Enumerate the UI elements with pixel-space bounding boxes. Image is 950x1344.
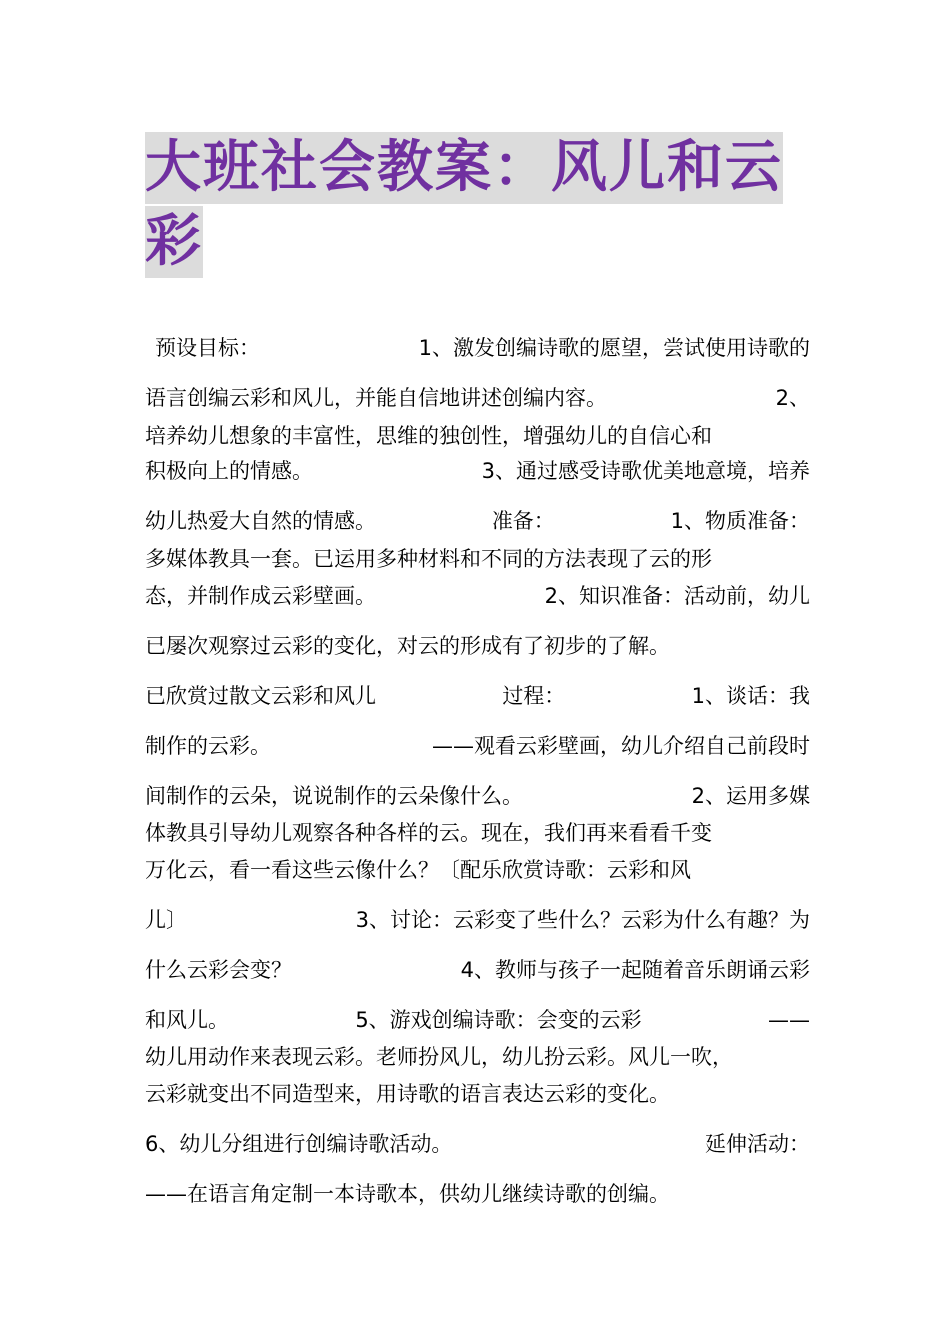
- text-segment: 和风儿。: [145, 1008, 229, 1032]
- page-title-line-1: 大班社会教案：风儿和云: [145, 132, 783, 204]
- text-segment: 预设目标：: [155, 336, 260, 360]
- text-line: [145, 383, 810, 413]
- text-segment: 1、激发创编诗歌的愿望，尝试使用诗歌的: [418, 336, 810, 360]
- text-segment: 培养幼儿想象的丰富性，思维的独创性，增强幼儿的自信心和: [145, 424, 712, 448]
- text-segment: 多媒体教具一套。已运用多种材料和不同的方法表现了云的形: [145, 547, 712, 571]
- text-segment: 2、知识准备：活动前，幼儿: [544, 584, 810, 608]
- text-segment: 什么云彩会变？: [145, 958, 292, 982]
- text-segment: 儿〕: [145, 908, 187, 932]
- text-line: [145, 1079, 810, 1109]
- text-segment: 1、物质准备：: [670, 509, 810, 533]
- text-segment: 已屡次观察过云彩的变化，对云的形成有了初步的了解。: [145, 634, 670, 658]
- text-segment: 6、幼儿分组进行创编诗歌活动。: [145, 1132, 453, 1156]
- text-segment: 2、运用多媒: [691, 784, 810, 808]
- text-segment: 3、通过感受诗歌优美地意境，培养: [481, 459, 810, 483]
- text-segment: 1、谈话：我: [691, 684, 810, 708]
- text-line: [155, 333, 810, 363]
- text-line: [145, 544, 810, 574]
- text-line: [145, 506, 810, 536]
- text-segment: 积极向上的情感。: [145, 459, 313, 483]
- text-segment: 语言创编云彩和风儿，并能自信地讲述创编内容。: [145, 386, 607, 410]
- text-line: [145, 855, 810, 885]
- text-segment: 3、讨论：云彩变了些什么？云彩为什么有趣？为: [355, 908, 810, 932]
- text-line: [145, 818, 810, 848]
- text-segment: 幼儿热爱大自然的情感。: [145, 509, 376, 533]
- text-segment: 4、教师与孩子一起随着音乐朗诵云彩: [460, 958, 810, 982]
- text-segment: 制作的云彩。: [145, 734, 271, 758]
- text-segment: 云彩就变出不同造型来，用诗歌的语言表达云彩的变化。: [145, 1082, 670, 1106]
- text-line: [145, 955, 810, 985]
- text-segment: 万化云，看一看这些云像什么？〔配乐欣赏诗歌：云彩和风: [145, 858, 691, 882]
- text-segment: 准备：: [491, 509, 555, 533]
- text-segment: 体教具引导幼儿观察各种各样的云。现在，我们再来看看千变: [145, 821, 712, 845]
- text-segment: 态，并制作成云彩壁画。: [145, 584, 376, 608]
- text-line: [145, 1179, 810, 1209]
- text-line: [145, 905, 810, 935]
- text-line: [145, 1042, 810, 1072]
- text-line: [145, 781, 810, 811]
- text-line: [145, 731, 810, 761]
- text-segment: 已欣赏过散文云彩和风儿: [145, 684, 376, 708]
- text-segment: 幼儿用动作来表现云彩。老师扮风儿，幼儿扮云彩。风儿一吹，: [145, 1045, 733, 1069]
- text-segment: ——: [768, 1008, 810, 1032]
- text-line: [145, 681, 810, 711]
- text-segment: ——在语言角定制一本诗歌本，供幼儿继续诗歌的创编。: [145, 1182, 670, 1206]
- text-line: [145, 421, 810, 451]
- page-title-line-2: 彩: [145, 206, 203, 278]
- text-segment: 2、: [775, 386, 810, 410]
- text-line: [145, 1005, 810, 1035]
- text-segment: 延伸活动：: [705, 1132, 810, 1156]
- text-line: [145, 581, 810, 611]
- text-line: [145, 631, 810, 661]
- text-segment: 间制作的云朵，说说制作的云朵像什么。: [145, 784, 523, 808]
- text-line: [145, 1129, 810, 1159]
- text-segment: 5、游戏创编诗歌：会变的云彩: [355, 1008, 642, 1032]
- text-line: [145, 456, 810, 486]
- text-segment: ——观看云彩壁画，幼儿介绍自己前段时: [432, 734, 810, 758]
- text-segment: 过程：: [502, 684, 566, 708]
